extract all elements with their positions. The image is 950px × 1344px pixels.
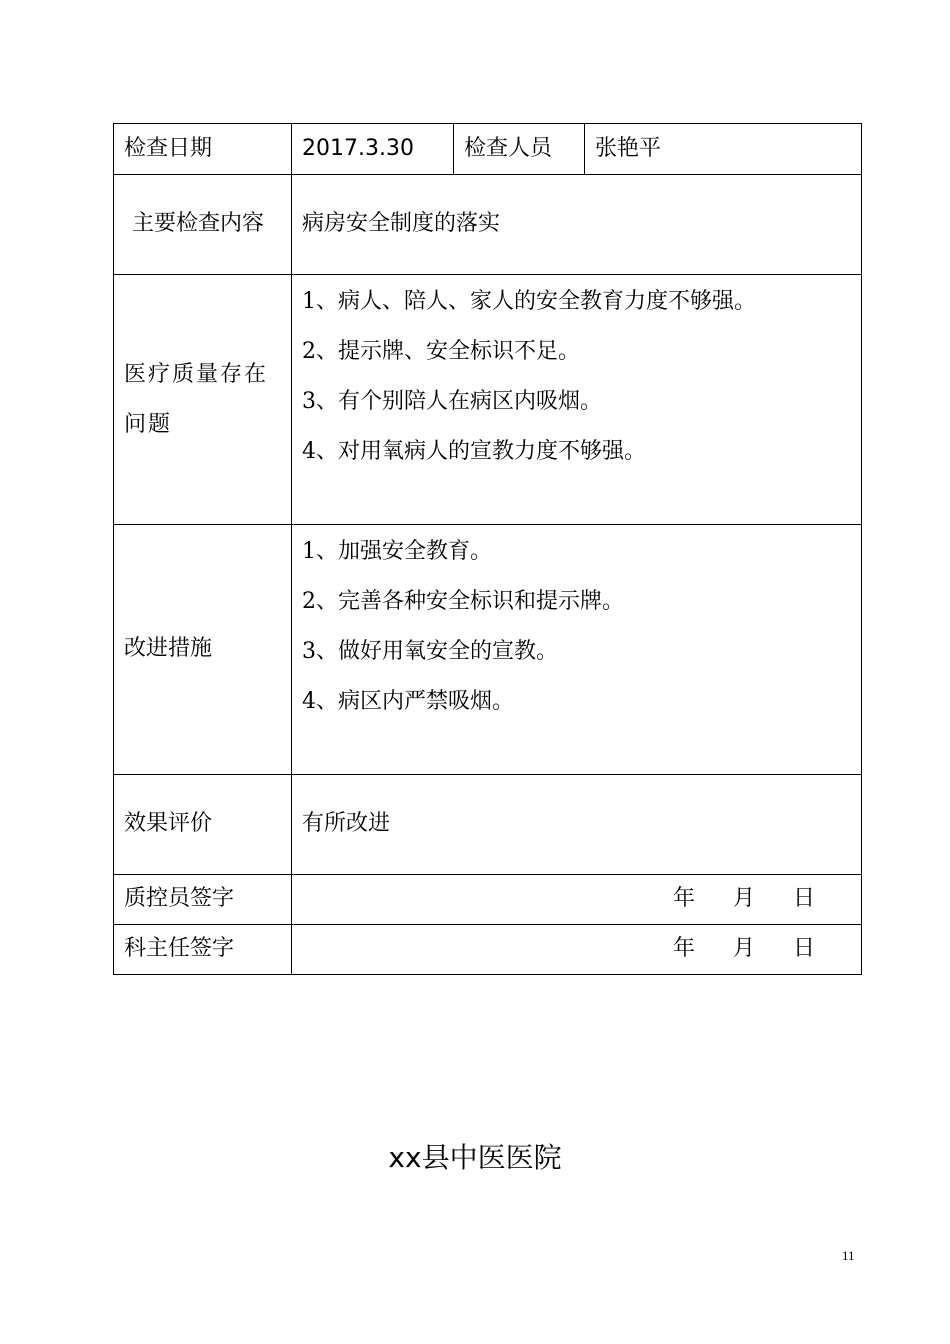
qc-sign-field[interactable] xyxy=(292,875,862,925)
measures-cell xyxy=(292,525,862,775)
director-sign-date xyxy=(302,936,861,962)
inspection-form-table xyxy=(113,123,862,975)
effect-row xyxy=(114,775,862,875)
year-label: 年 xyxy=(672,886,695,912)
qc-sign-row xyxy=(114,875,862,925)
main-content-label: 主要检查内容 xyxy=(114,175,292,275)
qc-sign-label: 质控员签字 xyxy=(114,875,292,925)
inspector-label: 检查人员 xyxy=(454,124,585,175)
director-sign-field[interactable] xyxy=(292,925,862,975)
measure-item: 3、做好用氧安全的宣教。 xyxy=(302,639,558,664)
effect-value: 有所改进 xyxy=(292,775,862,875)
measures-row xyxy=(114,525,862,775)
problem-item: 2、提示牌、安全标识不足。 xyxy=(302,339,580,364)
qc-sign-date xyxy=(302,886,861,912)
measures-list xyxy=(302,527,861,727)
problem-item: 4、对用氧病人的宣教力度不够强。 xyxy=(302,439,646,464)
month-label: 月 xyxy=(732,886,755,912)
problems-label: 医疗质量存在问题 xyxy=(114,275,292,525)
day-label: 日 xyxy=(792,936,815,962)
problems-cell xyxy=(292,275,862,525)
day-label: 日 xyxy=(792,886,815,912)
inspector-value: 张艳平 xyxy=(585,124,862,175)
problem-item: 3、有个别陪人在病区内吸烟。 xyxy=(302,389,602,414)
year-label: 年 xyxy=(672,936,695,962)
effect-label: 效果评价 xyxy=(114,775,292,875)
content-row xyxy=(114,175,862,275)
inspection-date-label: 检查日期 xyxy=(114,124,292,175)
director-sign-label: 科主任签字 xyxy=(114,925,292,975)
date-row xyxy=(114,124,862,175)
main-content-value: 病房安全制度的落实 xyxy=(292,175,862,275)
problem-item: 1、病人、陪人、家人的安全教育力度不够强。 xyxy=(302,289,756,314)
problems-list xyxy=(302,277,861,477)
month-label: 月 xyxy=(732,936,755,962)
measure-item: 1、加强安全教育。 xyxy=(302,539,492,564)
measure-item: 4、病区内严禁吸烟。 xyxy=(302,689,514,714)
director-sign-row xyxy=(114,925,862,975)
measures-label: 改进措施 xyxy=(114,525,292,775)
problems-row xyxy=(114,275,862,525)
inspection-date-value: 2017.3.30 xyxy=(292,124,454,175)
hospital-name: xx县中医医院 xyxy=(388,1141,562,1174)
measure-item: 2、完善各种安全标识和提示牌。 xyxy=(302,589,624,614)
page-number: 11 xyxy=(842,1248,855,1263)
